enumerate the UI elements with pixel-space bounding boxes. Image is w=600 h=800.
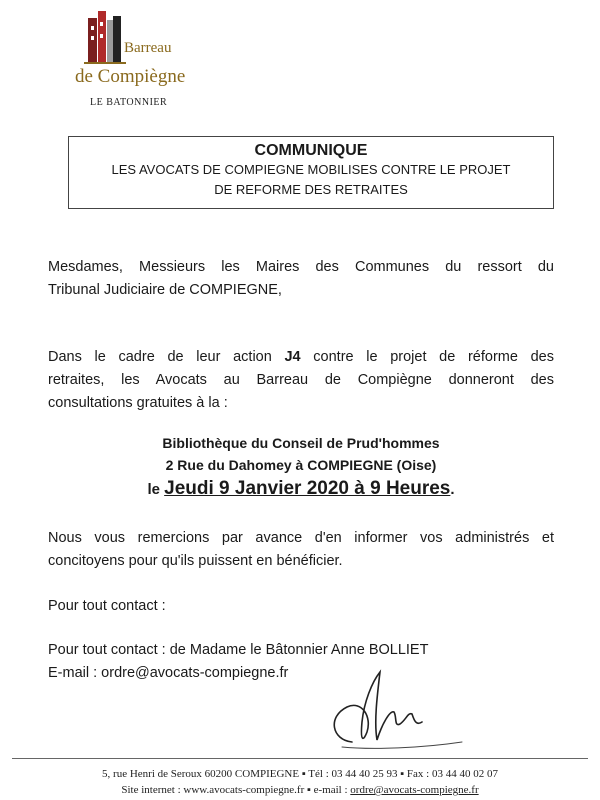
venue-name: Bibliothèque du Conseil de Prud'hommes xyxy=(162,435,440,451)
building-logo-icon xyxy=(70,8,130,68)
salutation-line1: Mesdames, Messieurs les Maires des Communes du ressort du xyxy=(48,259,554,275)
event-date-main: Jeudi 9 Janvier 2020 à 9 Heures xyxy=(164,478,451,499)
communique-subtitle-line1: LES AVOCATS DE COMPIEGNE MOBILISES CONTRE LE PROJET xyxy=(111,162,511,177)
event-date: le Jeudi 9 Janvier 2020 à 9 Heures. xyxy=(147,478,455,499)
paragraph-thanks xyxy=(48,527,554,573)
salutation-line2: Tribunal Judiciaire de COMPIEGNE, xyxy=(48,282,282,298)
paragraph-action-line3: consultations gratuites à la : xyxy=(48,395,228,411)
footer-address: 5, rue Henri de Seroux 60200 COMPIEGNE ▪ Tél : 03 44 40 25 93 ▪ Fax : 03 44 40 02 07 xyxy=(102,768,498,780)
paragraph-action-line1: Dans le cadre de leur action J4 contre le projet de réforme des xyxy=(48,349,554,365)
footer-site: Site internet : www.avocats-compiegne.fr ▪ e-mail : xyxy=(121,784,351,796)
paragraph-thanks-line1: Nous vous remercions par avance d'en informer vos administrés et xyxy=(48,530,554,546)
contact-details xyxy=(48,639,554,685)
paragraph-action xyxy=(48,346,554,415)
footer-email-link[interactable]: ordre@avocats-compiegne.fr xyxy=(350,784,479,796)
footer-divider xyxy=(12,758,588,759)
action-code: J4 xyxy=(284,349,301,365)
handwritten-signature xyxy=(322,662,472,752)
paragraph-action-line2: retraites, les Avocats au Barreau de Compiègne donneront des xyxy=(48,372,554,388)
logo-subtitle: LE BATONNIER xyxy=(90,97,168,108)
venue-block xyxy=(48,432,554,503)
contact-person: Pour tout contact : de Madame le Bâtonnier Anne BOLLIET xyxy=(48,642,429,658)
paragraph-thanks-line2: concitoyens pour qu'ils puissent en bénéficier. xyxy=(48,553,343,569)
contact-heading: Pour tout contact : xyxy=(48,598,166,614)
logo-text-barreau: Barreau xyxy=(124,40,172,56)
salutation xyxy=(48,256,554,302)
contact-email: E-mail : ordre@avocats-compiegne.fr xyxy=(48,665,289,681)
communique-title: COMMUNIQUE xyxy=(254,142,368,159)
venue-address: 2 Rue du Dahomey à COMPIEGNE (Oise) xyxy=(165,457,437,473)
communique-box xyxy=(68,136,554,209)
footer-web xyxy=(0,784,600,796)
bar-logo xyxy=(70,8,200,108)
logo-text-compiegne: de Compiègne xyxy=(75,66,186,87)
communique-subtitle-line2: DE REFORME DES RETRAITES xyxy=(214,182,408,197)
